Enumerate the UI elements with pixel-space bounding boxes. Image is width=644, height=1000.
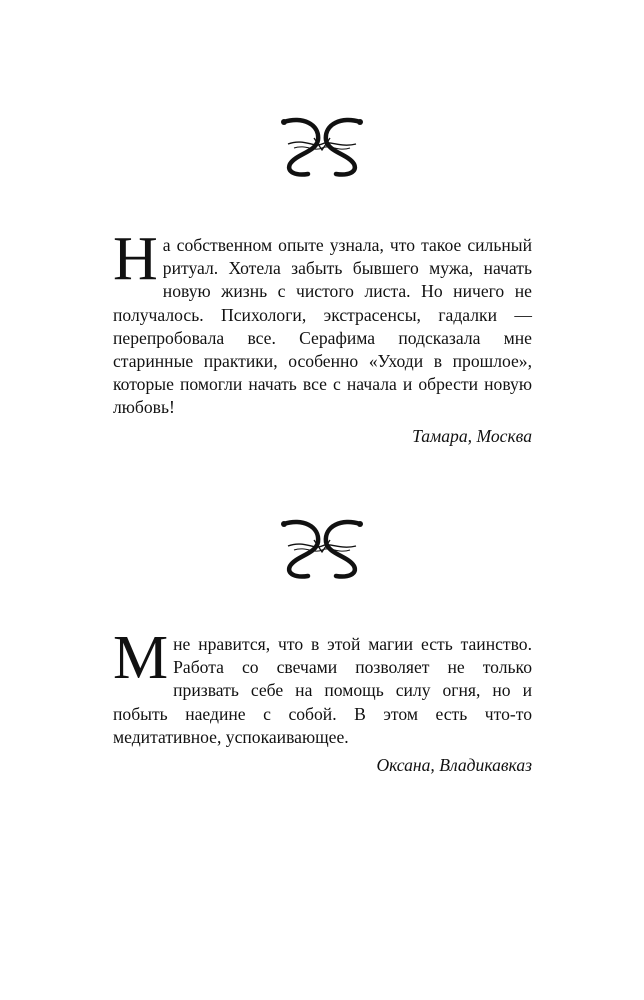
testimonial-author: Тамара, Москва — [412, 425, 532, 446]
testimonial-body: а собственном опыте узнала, что такое сильный ритуал. Хотела забыть бывшего мужа, начать новую жизнь с чистого листа. Но ничего не получалось. Психологи, экстрасенсы, гадалки — перепробовала все. Серафима подсказала мне старинные практики, особенно «Уходи в прошлое», которые помогли начать все с начала и обрести новую любовь! — [113, 235, 532, 418]
dropcap: М — [113, 624, 169, 692]
testimonial-2 — [113, 624, 532, 777]
testimonial-body: не нравится, что в этой магии есть таинство. Работа со свечами позволяет не только призвать себе на помощь силу огня, но и побыть наедине с собой. В этом есть что-то медитативное, успокаивающее. — [113, 634, 532, 747]
double-ornament-icon — [274, 516, 370, 580]
testimonial-1 — [113, 225, 532, 448]
double-ornament-icon — [274, 114, 370, 178]
testimonial-text — [113, 624, 532, 749]
testimonial-author: Оксана, Владикавказ — [376, 755, 532, 776]
testimonial-text — [113, 225, 532, 420]
dropcap: Н — [113, 225, 158, 293]
